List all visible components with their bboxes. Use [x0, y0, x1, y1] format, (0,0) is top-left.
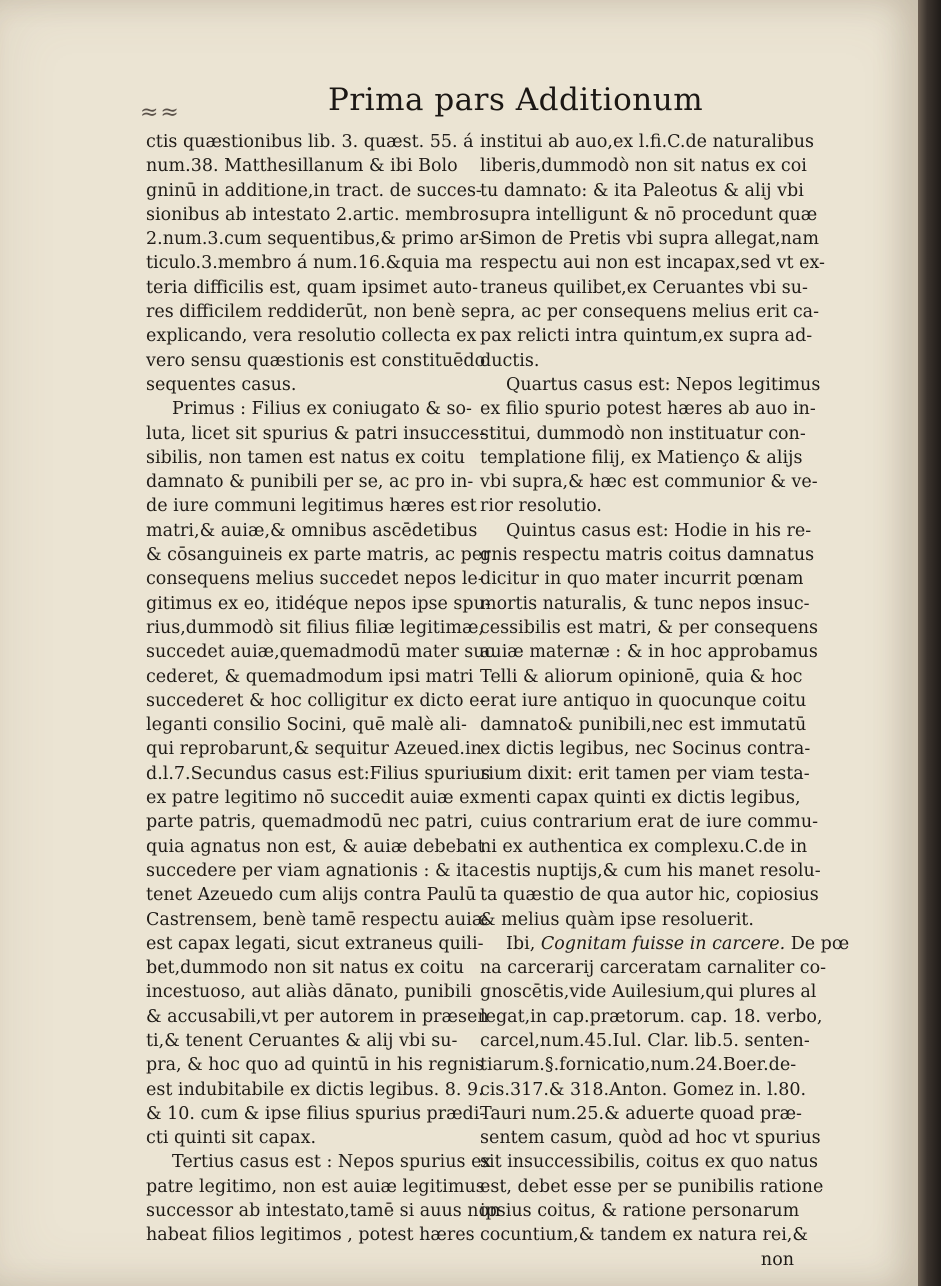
text-line: Primus : Filius ex coniugato & so-	[172, 399, 472, 420]
text-line: qui reprobarunt,& sequitur Azeued.in	[146, 739, 482, 760]
text-line: cestis nuptijs,& cum his manet resolu-	[480, 860, 821, 881]
text-line: damnato & punibili per se, ac pro in-	[146, 472, 474, 493]
text-line: parte patris, quemadmodū nec patri,	[146, 812, 474, 833]
text-line: succedere per viam agnationis : & ita	[146, 860, 480, 881]
ibi-tail: De pœ	[785, 933, 850, 954]
text-line: mortis naturalis, & tunc nepos insuc-	[480, 593, 810, 614]
text-line: traneus quilibet,ex Ceruantes vbi su-	[480, 277, 808, 298]
text-line: liberis,dummodò non sit natus ex coi	[480, 156, 807, 177]
text-line: & accusabili,vt per autorem in præsen	[146, 1006, 489, 1027]
text-line: supra intelligunt & nō procedunt quæ	[480, 204, 818, 225]
text-line: Castrensem, benè tamē respectu auiæ	[146, 909, 489, 930]
text-line: gninū in additione,in tract. de succes-	[146, 180, 482, 201]
text-line: cuius contrarium erat de iure commu-	[480, 812, 819, 833]
text-line: est, debet esse per se punibilis ratione	[480, 1176, 824, 1197]
text-line: sit insuccessibilis, coitus ex quo natus	[480, 1152, 819, 1173]
page-mark: ≈≈	[140, 100, 181, 125]
text-line: patre legitimo, non est auiæ legitimus	[146, 1176, 485, 1197]
text-line: ex dictis legibus, nec Socinus contra-	[480, 739, 811, 760]
text-line: erat iure antiquo in quocunque coitu	[480, 690, 807, 711]
text-line: gnis respectu matris coitus damnatus	[480, 545, 815, 566]
ibi-line	[480, 932, 850, 956]
text-line: successor ab intestato,tamē si auus non	[146, 1201, 501, 1222]
text-line: rior resolutio.	[480, 496, 602, 517]
text-line: Simon de Pretis vbi supra allegat,nam	[480, 229, 819, 250]
text-line: ipsius coitus, & ratione personarum	[480, 1201, 800, 1222]
ibi-lead: Ibi,	[506, 933, 541, 954]
text-line: habeat filios legitimos , potest hæres	[146, 1225, 475, 1246]
text-line: leganti consilio Socini, quē malè ali-	[146, 715, 467, 736]
text-line: auiæ maternæ : & in hoc approbamus	[480, 642, 818, 663]
text-line: Telli & aliorum opinionē, quia & hoc	[480, 666, 803, 687]
text-line: & 10. cum & ipse filius spurius prædi-	[146, 1103, 486, 1124]
text-line: incestuoso, aut aliàs dānato, punibili	[146, 982, 472, 1003]
text-line: legat,in cap.prætorum. cap. 18. verbo,	[480, 1006, 823, 1027]
text-line: Quintus casus est: Hodie in his re-	[506, 520, 812, 541]
text-line: Tertius casus est : Nepos spurius ex	[172, 1152, 492, 1173]
text-line: Tauri num.25.& aduerte quoad præ-	[480, 1103, 802, 1124]
catchword: non	[760, 1249, 794, 1270]
text-line: de iure communi legitimus hæres est	[146, 496, 477, 517]
text-line: teria difficilis est, quam ipsimet auto-	[146, 277, 478, 298]
text-line: & cōsanguineis ex parte matris, ac per	[146, 545, 491, 566]
text-line: ni ex authentica ex complexu.C.de in	[480, 836, 808, 857]
text-line: d.l.7.Secundus casus est:Filius spurius	[146, 763, 491, 784]
text-line: gnoscētis,vide Auilesium,qui plures al	[480, 982, 817, 1003]
text-line: quia agnatus non est, & auiæ debebat	[146, 836, 485, 857]
text-line: stitui, dummodò non instituatur con-	[480, 423, 806, 444]
text-line: bet,dummodo non sit natus ex coitu	[146, 958, 465, 979]
text-line: vbi supra,& hæc est communior & ve-	[480, 472, 818, 493]
text-line: cti quinti sit capax.	[146, 1128, 317, 1149]
text-line: cederet, & quemadmodum ipsi matri	[146, 666, 474, 687]
text-line: templatione filij, ex Matienço & alijs	[480, 447, 803, 468]
left-column	[146, 130, 501, 1248]
text-line: & melius quàm ipse resoluerit.	[480, 909, 754, 930]
text-line: tu damnato: & ita Paleotus & alij vbi	[480, 180, 804, 201]
text-line: cessibilis est matri, & per consequens	[480, 617, 818, 638]
text-line: respectu aui non est incapax,sed vt ex-	[480, 253, 825, 274]
text-line: Quartus casus est: Nepos legitimus	[506, 374, 821, 395]
text-line: rium dixit: erit tamen per viam testa-	[480, 763, 810, 784]
text-line: luta, licet sit spurius & patri insucces-	[146, 423, 486, 444]
page-title: Prima pars Additionum	[328, 82, 704, 118]
text-line: vero sensu quæstionis est constituēdo	[146, 350, 486, 371]
text-line: pra, & hoc quo ad quintū in his regnis	[146, 1055, 485, 1076]
text-line: menti capax quinti ex dictis legibus,	[480, 788, 801, 809]
text-line: ta quæstio de qua autor hic, copiosius	[480, 885, 819, 906]
text-line: ctis quæstionibus lib. 3. quæst. 55. á	[146, 132, 474, 152]
text-line: institui ab auo,ex l.fi.C.de naturalibus	[480, 132, 815, 152]
text-line: ductis.	[480, 350, 540, 371]
text-line: pra, ac per consequens melius erit ca-	[480, 302, 820, 323]
text-line: sibilis, non tamen est natus ex coitu	[146, 447, 466, 468]
text-line: ex patre legitimo nō succedit auiæ ex	[146, 788, 480, 809]
text-line: sentem casum, quòd ad hoc vt spurius	[480, 1128, 821, 1149]
text-line: 2.num.3.cum sequentibus,& primo ar-	[146, 229, 485, 250]
text-line: rius,dummodò sit filius filiæ legitimæ,	[146, 617, 484, 638]
text-line: ticulo.3.membro á num.16.&quia ma	[146, 253, 473, 274]
text-line: damnato& punibili,nec est immutatū	[480, 715, 807, 736]
text-line: succedet auiæ,quemadmodū mater suc	[146, 642, 495, 663]
text-line: ex filio spurio potest hæres ab auo in-	[480, 399, 816, 420]
text-line: est capax legati, sicut extraneus quili-	[146, 933, 484, 954]
text-line: carcel,num.45.Iul. Clar. lib.5. senten-	[480, 1030, 810, 1051]
text-line: na carcerarij carceratam carnaliter co-	[480, 958, 827, 979]
text-line: ti,& tenent Ceruantes & alij vbi su-	[146, 1030, 458, 1051]
text-line: res difficilem reddiderūt, non benè se	[146, 302, 481, 323]
text-line: pax relicti intra quintum,ex supra ad-	[480, 326, 813, 347]
text-line: gitimus ex eo, itidéque nepos ipse spu-	[146, 593, 491, 614]
book-spine	[918, 0, 941, 1286]
text-line: tenet Azeuedo cum alijs contra Paulū	[146, 885, 477, 906]
text-line: succederet & hoc colligitur ex dicto e-	[146, 690, 486, 711]
text-line: tiarum.§.fornicatio,num.24.Boer.de-	[480, 1055, 797, 1076]
text-line: explicando, vera resolutio collecta ex	[146, 326, 477, 347]
text-line: dicitur in quo mater incurrit pœnam	[480, 569, 804, 590]
text-line: sequentes casus.	[146, 374, 297, 395]
text-line: cocuntium,& tandem ex natura rei,&	[480, 1225, 808, 1246]
text-line: sionibus ab intestato 2.artic. membro.	[146, 204, 484, 225]
text-line: matri,& auiæ,& omnibus ascēdetibus	[146, 520, 478, 541]
text-line: cis.317.& 318.Anton. Gomez in. l.80.	[480, 1079, 807, 1100]
text-line: est indubitabile ex dictis legibus. 8. 9.	[146, 1079, 484, 1100]
text-line: consequens melius succedet nepos le-	[146, 569, 484, 590]
text-line: num.38. Matthesillanum & ibi Bolo	[146, 156, 458, 177]
ibi-quote: Cognitam fuisse in carcere.	[540, 933, 786, 954]
right-column	[480, 130, 850, 1272]
